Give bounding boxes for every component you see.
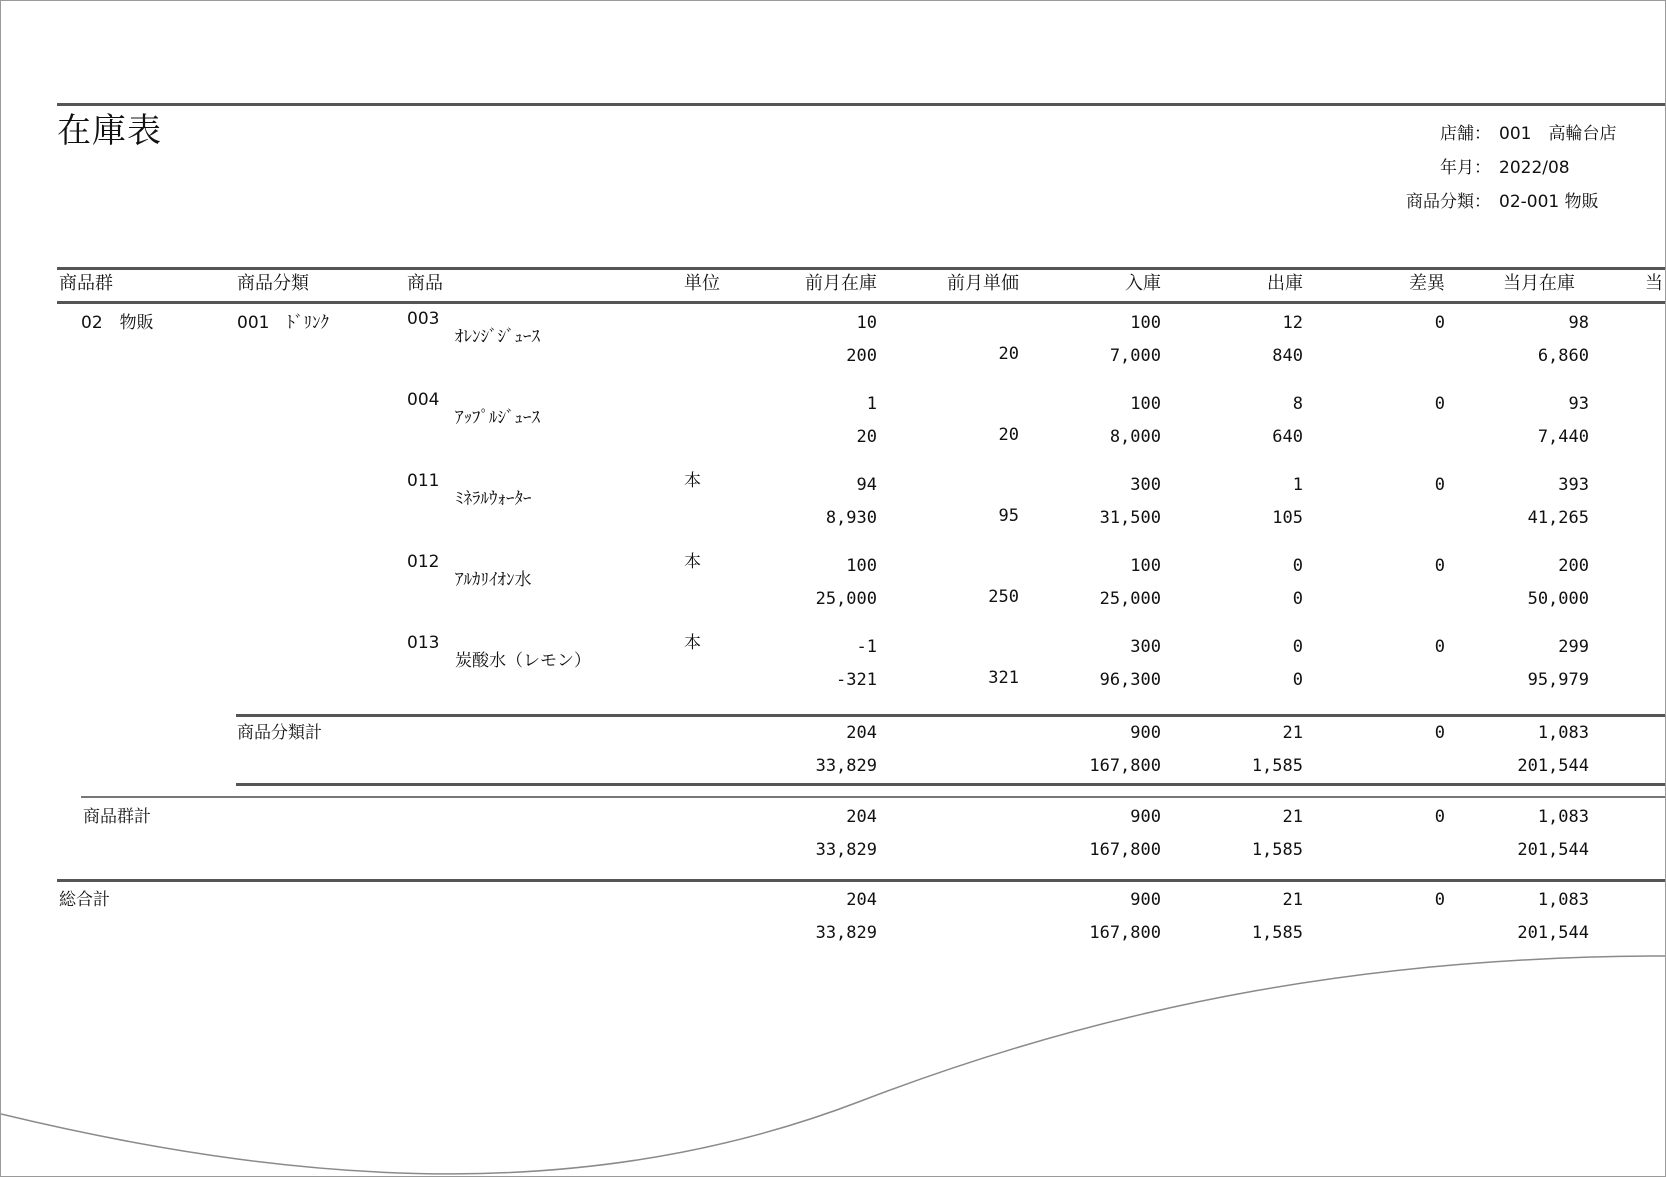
cur-stock-qty: 98 — [1568, 313, 1589, 333]
in-qty: 300 — [1130, 475, 1161, 495]
out-qty: 0 — [1292, 637, 1303, 657]
total-in-amount: 167,800 — [1089, 840, 1161, 860]
category-label: 001 ﾄﾞﾘﾝｸ — [237, 313, 329, 333]
prev-unit-price: 20 — [998, 344, 1019, 364]
in-qty: 100 — [1130, 313, 1161, 333]
prev-unit-price: 95 — [998, 506, 1019, 526]
product-code: 011 — [407, 471, 440, 491]
cur-stock-qty: 200 — [1558, 556, 1589, 576]
col-header-in: 入庫 — [1125, 273, 1161, 294]
prev-stock-qty: 10 — [856, 313, 877, 333]
cur-stock-qty: 93 — [1568, 394, 1589, 414]
out-amount: 105 — [1272, 508, 1303, 528]
product-code: 012 — [407, 552, 440, 572]
total-cur-amount: 201,544 — [1517, 756, 1589, 776]
out-qty: 1 — [1292, 475, 1303, 495]
prev-unit-price: 20 — [998, 425, 1019, 445]
meta-category-value: 02-001 物販 — [1499, 192, 1599, 212]
total-out-qty: 21 — [1282, 807, 1303, 827]
col-header-prev-price: 前月単価 — [947, 273, 1019, 294]
total-out-qty: 21 — [1282, 890, 1303, 910]
cur-stock-amount: 6,860 — [1537, 346, 1589, 366]
out-qty: 8 — [1292, 394, 1303, 414]
prev-stock-amount: 8,930 — [825, 508, 877, 528]
total-in-qty: 900 — [1130, 807, 1161, 827]
product-unit: 本 — [684, 633, 701, 653]
product-code: 003 — [407, 309, 440, 329]
col-header-category: 商品分類 — [237, 273, 309, 294]
prev-unit-price: 250 — [988, 587, 1019, 607]
total-in-amount: 167,800 — [1089, 756, 1161, 776]
total-label: 商品分類計 — [237, 723, 322, 743]
out-qty: 12 — [1282, 313, 1303, 333]
total-label: 商品群計 — [83, 807, 151, 827]
prev-stock-amount: -321 — [836, 670, 877, 690]
prev-unit-price: 321 — [988, 668, 1019, 688]
group-label: 02 物販 — [81, 313, 154, 333]
total-prev-qty: 204 — [846, 890, 877, 910]
total-in-amount: 167,800 — [1089, 923, 1161, 943]
out-qty: 0 — [1292, 556, 1303, 576]
col-header-group: 商品群 — [59, 273, 113, 294]
cur-stock-amount: 50,000 — [1527, 589, 1589, 609]
in-qty: 100 — [1130, 394, 1161, 414]
meta-store-value: 001 高輪台店 — [1499, 124, 1617, 144]
col-header-product: 商品 — [407, 273, 443, 294]
col-header-cur-stock: 当月在庫 — [1503, 273, 1575, 294]
cur-stock-amount: 41,265 — [1527, 508, 1589, 528]
diff-qty: 0 — [1434, 637, 1445, 657]
cur-stock-amount: 7,440 — [1537, 427, 1589, 447]
col-header-prev-stock: 前月在庫 — [805, 273, 877, 294]
diff-qty: 0 — [1434, 556, 1445, 576]
out-amount: 0 — [1292, 670, 1303, 690]
product-code: 013 — [407, 633, 440, 653]
meta-month-value: 2022/08 — [1499, 158, 1570, 178]
product-name: ﾐﾈﾗﾙｳｫｰﾀｰ — [455, 489, 532, 509]
in-qty: 300 — [1130, 637, 1161, 657]
cur-stock-amount: 95,979 — [1527, 670, 1589, 690]
in-amount: 7,000 — [1109, 346, 1161, 366]
col-header-diff: 差異 — [1409, 273, 1445, 294]
out-amount: 0 — [1292, 589, 1303, 609]
total-cur-amount: 201,544 — [1517, 840, 1589, 860]
total-diff: 0 — [1434, 890, 1445, 910]
prev-stock-qty: 100 — [846, 556, 877, 576]
total-diff: 0 — [1434, 723, 1445, 743]
prev-stock-qty: 94 — [856, 475, 877, 495]
in-amount: 8,000 — [1109, 427, 1161, 447]
in-qty: 100 — [1130, 556, 1161, 576]
product-name: 炭酸水（レモン） — [455, 651, 591, 671]
diff-qty: 0 — [1434, 313, 1445, 333]
meta-category-label: 商品分類： — [1406, 192, 1491, 212]
total-out-amount: 1,585 — [1251, 756, 1303, 776]
product-name: ｱｯﾌﾟﾙｼﾞｭｰｽ — [455, 408, 540, 428]
out-amount: 640 — [1272, 427, 1303, 447]
in-amount: 96,300 — [1099, 670, 1161, 690]
col-header-cur-cut: 当 — [1645, 273, 1663, 294]
total-in-qty: 900 — [1130, 723, 1161, 743]
total-diff: 0 — [1434, 807, 1445, 827]
diff-qty: 0 — [1434, 394, 1445, 414]
product-name: ｵﾚﾝｼﾞｼﾞｭｰｽ — [455, 327, 540, 347]
product-unit: 本 — [684, 552, 701, 572]
total-prev-qty: 204 — [846, 807, 877, 827]
total-label: 総合計 — [59, 890, 110, 910]
total-out-amount: 1,585 — [1251, 923, 1303, 943]
total-cur-qty: 1,083 — [1537, 723, 1589, 743]
product-unit: 本 — [684, 471, 701, 491]
prev-stock-qty: -1 — [856, 637, 877, 657]
total-prev-amount: 33,829 — [815, 840, 877, 860]
report-title: 在庫表 — [57, 111, 162, 151]
page-curl — [1, 1, 1666, 1177]
prev-stock-qty: 1 — [866, 394, 877, 414]
product-name: ｱﾙｶﾘｲｵﾝ水 — [455, 570, 532, 590]
col-header-out: 出庫 — [1267, 273, 1303, 294]
total-cur-qty: 1,083 — [1537, 890, 1589, 910]
prev-stock-amount: 200 — [846, 346, 877, 366]
total-prev-amount: 33,829 — [815, 923, 877, 943]
col-header-unit: 単位 — [684, 273, 720, 294]
total-in-qty: 900 — [1130, 890, 1161, 910]
prev-stock-amount: 20 — [856, 427, 877, 447]
product-code: 004 — [407, 390, 440, 410]
cur-stock-qty: 299 — [1558, 637, 1589, 657]
total-out-amount: 1,585 — [1251, 840, 1303, 860]
meta-month-label: 年月： — [1440, 158, 1491, 178]
diff-qty: 0 — [1434, 475, 1445, 495]
in-amount: 25,000 — [1099, 589, 1161, 609]
total-out-qty: 21 — [1282, 723, 1303, 743]
total-prev-amount: 33,829 — [815, 756, 877, 776]
out-amount: 840 — [1272, 346, 1303, 366]
cur-stock-qty: 393 — [1558, 475, 1589, 495]
total-cur-qty: 1,083 — [1537, 807, 1589, 827]
in-amount: 31,500 — [1099, 508, 1161, 528]
meta-store-label: 店舗： — [1440, 124, 1491, 144]
total-prev-qty: 204 — [846, 723, 877, 743]
prev-stock-amount: 25,000 — [815, 589, 877, 609]
total-cur-amount: 201,544 — [1517, 923, 1589, 943]
